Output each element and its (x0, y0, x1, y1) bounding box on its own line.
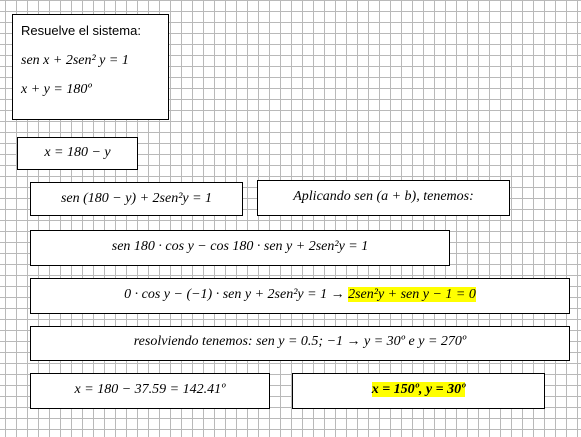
step-6-text: x = 180 − 37.59 = 142.41º (74, 382, 226, 397)
step-6-box (30, 373, 270, 409)
step-1-text: x = 180 − y (44, 145, 111, 160)
step-2-note: Aplicando sen (a + b), tenemos: (293, 189, 474, 204)
step-2-note-box (257, 180, 510, 216)
problem-title: Resuelve el sistema: (21, 23, 141, 38)
equation-1: sen x + 2sen² y = 1 (21, 53, 129, 68)
step-3-text: sen 180 · cos y − cos 180 · sen y + 2sen²y = 1 (111, 239, 369, 254)
step-2-text: sen (180 − y) + 2sen²y = 1 (60, 191, 213, 206)
equation-2: x + y = 180º (21, 82, 92, 97)
step-4-line (31, 287, 569, 303)
step-4-text: 0 · cos y − (−1) · sen y + 2sen²y = 1 → (124, 287, 349, 302)
step-5-text: resolviendo tenemos: sen y = 0.5; −1 → y = 30º e y = 270º (133, 334, 467, 349)
step-3-box (30, 230, 450, 266)
step-5-box (30, 326, 570, 361)
step-4-box (30, 278, 570, 314)
step-4-highlight: 2sen²y + sen y − 1 = 0 (348, 287, 476, 302)
final-result-box (292, 373, 545, 409)
final-result-line (293, 382, 544, 398)
step-2-box (30, 182, 243, 216)
final-result-text: x = 150º, y = 30º (371, 382, 466, 397)
problem-statement-box (12, 14, 169, 120)
step-1-box (17, 137, 138, 170)
